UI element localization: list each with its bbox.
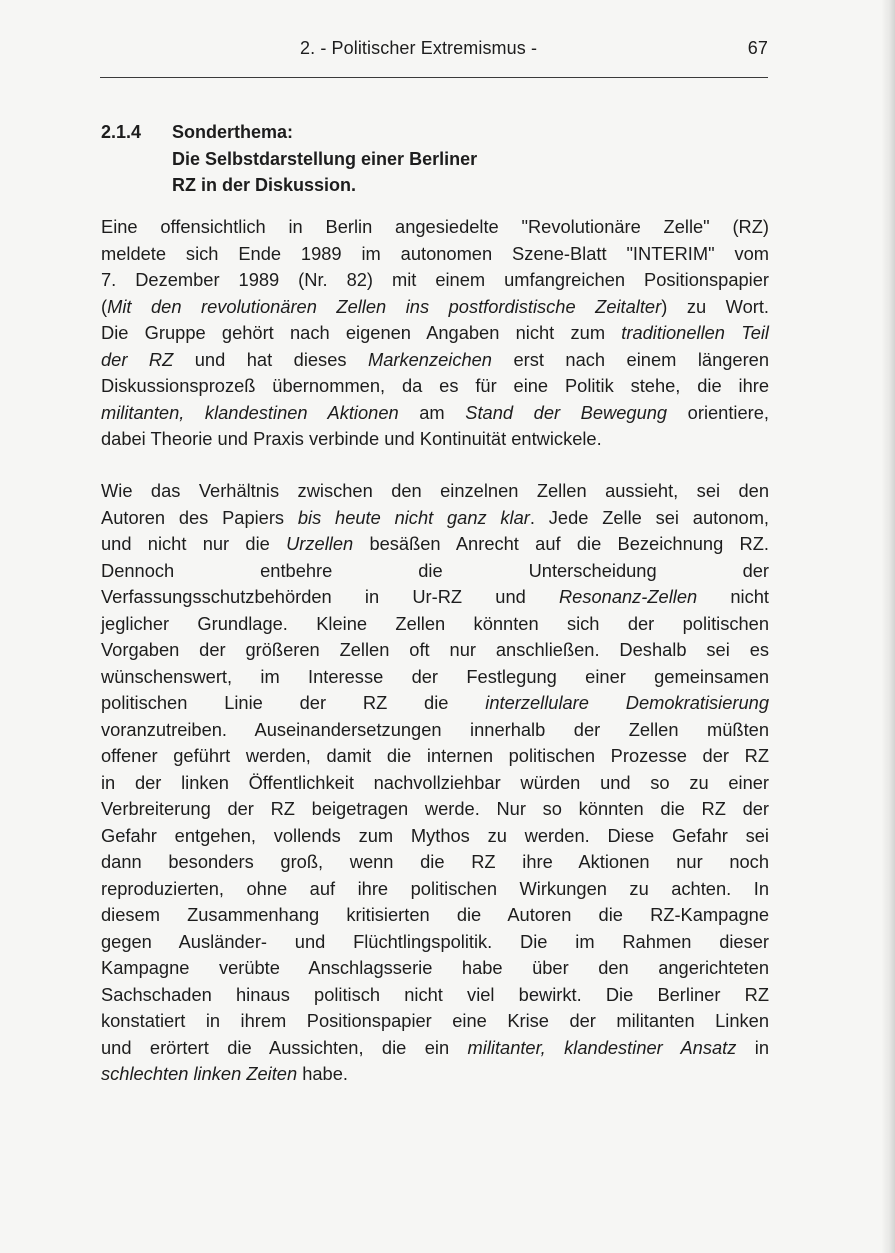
text-line bbox=[101, 426, 769, 453]
text-run: konstatiert in ihrem Positionspapier eine Krise der militanten Linken bbox=[101, 1010, 769, 1031]
italic-text: Mit den revolutionären Zellen ins postfordistische Zeitalter bbox=[107, 295, 662, 317]
text-line bbox=[101, 876, 769, 903]
text-run: ) zu Wort. bbox=[661, 295, 769, 317]
text-line bbox=[101, 531, 769, 558]
section-number: 2.1.4 bbox=[101, 122, 142, 142]
text-run: . Jede Zelle sei autonom, bbox=[529, 506, 769, 528]
text-run: wünschenswert, im Interesse der Festlegung einer gemeinsamen bbox=[101, 665, 769, 687]
section-title bbox=[172, 119, 477, 199]
text-run: Die Gruppe gehört nach eigenen Angaben nicht zum bbox=[101, 322, 622, 343]
text-line bbox=[101, 400, 769, 427]
text-line bbox=[101, 1061, 769, 1088]
text-run: gegen Ausländer- und Flüchtlingspolitik. Die im Rahmen dieser bbox=[101, 930, 769, 952]
text-run: und erörtert die Aussichten, die ein bbox=[101, 1036, 468, 1058]
text-line bbox=[101, 637, 769, 664]
text-line bbox=[101, 1008, 769, 1035]
text-run: Wie das Verhältnis zwischen den einzelnen Zellen aussieht, sei den bbox=[101, 480, 769, 501]
text-run: reproduzierten, ohne auf ihre politischen Wirkungen zu achten. In bbox=[101, 877, 769, 899]
text-run: nicht bbox=[697, 586, 770, 607]
text-line bbox=[101, 267, 769, 294]
text-line bbox=[101, 743, 769, 770]
italic-text: militanter, klandestiner Ansatz bbox=[467, 1036, 737, 1058]
text-run: und hat dieses bbox=[173, 348, 368, 370]
italic-text: traditionellen Teil bbox=[621, 322, 769, 343]
text-line bbox=[101, 611, 769, 638]
text-line bbox=[101, 902, 769, 929]
text-run: erst nach einem längeren bbox=[491, 348, 769, 370]
text-run: Sachschaden hinaus politisch nicht viel bewirkt. Die Berliner RZ bbox=[101, 983, 769, 1005]
text-line bbox=[101, 929, 769, 956]
page-number: 67 bbox=[747, 38, 768, 58]
text-line bbox=[101, 478, 769, 505]
italic-text: interzellulare Demokratisierung bbox=[485, 692, 770, 713]
text-run: 7. Dezember 1989 (Nr. 82) mit einem umfangreichen Positionspapier bbox=[101, 269, 769, 290]
text-line bbox=[101, 849, 769, 876]
text-run: habe. bbox=[297, 1063, 348, 1084]
italic-text: der RZ bbox=[101, 348, 174, 370]
text-run: Gefahr entgehen, vollends zum Mythos zu werden. Diese Gefahr sei bbox=[101, 824, 769, 846]
text-line bbox=[101, 955, 769, 982]
text-line bbox=[101, 373, 769, 400]
text-run: Dennoch entbehre die Unterscheidung der bbox=[101, 559, 769, 581]
text-line bbox=[101, 584, 769, 611]
text-run: Vorgaben der größeren Zellen oft nur anschließen. Deshalb sei es bbox=[101, 639, 769, 660]
page-header bbox=[100, 38, 768, 68]
text-run: diesem Zusammenhang kritisierten die Autoren die RZ-Kampagne bbox=[101, 904, 769, 925]
text-line bbox=[101, 717, 769, 744]
text-line bbox=[101, 823, 769, 850]
text-line bbox=[101, 241, 769, 268]
page-edge-shadow bbox=[881, 0, 895, 1253]
text-line bbox=[101, 214, 769, 241]
text-run: offener geführt werden, damit die internen politischen Prozesse der RZ bbox=[101, 745, 769, 766]
text-run: Eine offensichtlich in Berlin angesiedelte "Revolutionäre Zelle" (RZ) bbox=[101, 216, 769, 237]
text-run: in bbox=[736, 1036, 769, 1058]
text-line bbox=[101, 690, 769, 717]
text-line bbox=[101, 558, 769, 585]
text-run: Kampagne verübte Anschlagsserie habe über den angerichteten bbox=[101, 957, 769, 978]
text-run: Autoren des Papiers bbox=[101, 506, 298, 528]
text-run: Verfassungsschutzbehörden in Ur-RZ und bbox=[101, 586, 559, 607]
italic-text: bis heute nicht ganz klar bbox=[297, 506, 530, 528]
text-run: orientiere, bbox=[667, 401, 769, 423]
text-run: jeglicher Grundlage. Kleine Zellen könnten sich der politischen bbox=[101, 612, 769, 634]
text-run: in der linken Öffentlichkeit nachvollziehbar würden und so zu einer bbox=[101, 771, 769, 793]
section-title-line: Die Selbstdarstellung einer Berliner bbox=[172, 148, 478, 169]
running-title: 2. - Politischer Extremismus - bbox=[300, 38, 538, 58]
italic-text: schlechten linken Zeiten bbox=[101, 1063, 298, 1084]
text-run: meldete sich Ende 1989 im autonomen Szene-Blatt "INTERIM" vom bbox=[101, 242, 769, 264]
text-run: dann besonders groß, wenn die RZ ihre Aktionen nur noch bbox=[101, 851, 769, 872]
text-run: am bbox=[398, 401, 466, 423]
text-line bbox=[101, 1035, 769, 1062]
text-line bbox=[101, 294, 769, 321]
text-line bbox=[101, 770, 769, 797]
text-run: Verbreiterung der RZ beigetragen werde. Nur so könnten die RZ der bbox=[101, 798, 769, 819]
paragraph-2 bbox=[101, 478, 769, 1088]
italic-text: Markenzeichen bbox=[368, 348, 492, 370]
paragraph-1 bbox=[101, 214, 769, 453]
text-run: besäßen Anrecht auf die Bezeichnung RZ. bbox=[353, 533, 769, 554]
section-title-line: RZ in der Diskussion. bbox=[172, 175, 357, 195]
text-run: voranzutreiben. Auseinandersetzungen innerhalb der Zellen müßten bbox=[101, 718, 769, 740]
header-rule bbox=[100, 77, 768, 78]
text-line bbox=[101, 664, 769, 691]
text-run: dabei Theorie und Praxis verbinde und Kontinuität entwickele. bbox=[101, 428, 602, 449]
text-line bbox=[101, 347, 769, 374]
text-line bbox=[101, 320, 769, 347]
text-run: Diskussionsprozeß übernommen, da es für eine Politik stehe, die ihre bbox=[101, 375, 769, 396]
italic-text: Stand der Bewegung bbox=[465, 401, 668, 423]
section-title-line: Sonderthema: bbox=[172, 122, 294, 142]
text-line bbox=[101, 505, 769, 532]
italic-text: Resonanz-Zellen bbox=[558, 586, 698, 607]
text-run: politischen Linie der RZ die bbox=[101, 692, 486, 713]
text-line bbox=[101, 982, 769, 1009]
text-run: ( bbox=[101, 295, 108, 317]
italic-text: Urzellen bbox=[286, 533, 354, 554]
italic-text: militanten, klandestinen Aktionen bbox=[101, 401, 399, 423]
text-run: und nicht nur die bbox=[101, 533, 287, 554]
text-line bbox=[101, 796, 769, 823]
